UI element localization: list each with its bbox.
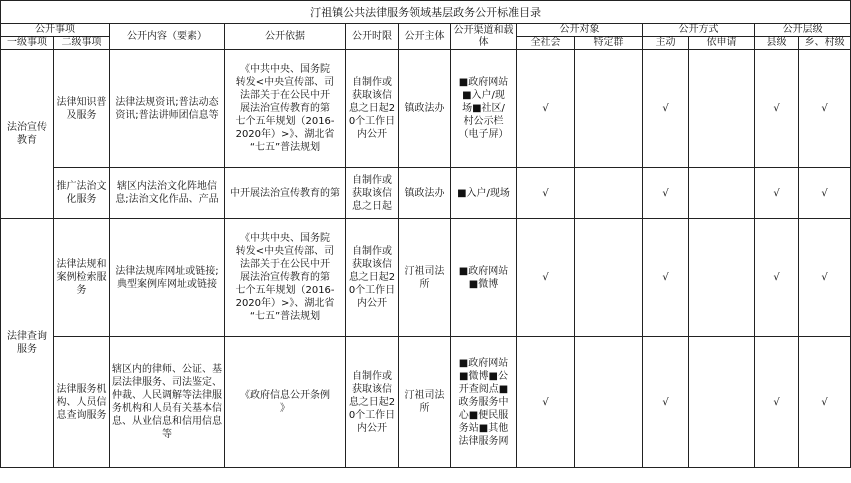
level2-item: 推广法治文化服务 — [54, 168, 110, 219]
table-row — [1, 337, 851, 468]
empty-on-request — [689, 168, 755, 219]
header-matters: 公开事项 — [1, 24, 110, 37]
check-county: √ — [755, 337, 799, 468]
header-tier: 公开层级 — [755, 24, 851, 37]
channel-cell: ■入户/现场 — [451, 168, 517, 219]
level1-item: 法律查询服务 — [1, 219, 54, 468]
table-title: 汀祖镇公共法律服务领域基层政务公开标准目录 — [1, 1, 851, 24]
check-all-society: √ — [517, 337, 575, 468]
header-mode: 公开方式 — [643, 24, 755, 37]
basis-cell: 中开展法治宣传教育的第 — [225, 168, 346, 219]
header-basis: 公开依据 — [225, 24, 346, 50]
content-cell: 辖区内法治文化阵地信息;法治文化作品、产品 — [110, 168, 225, 219]
check-township-village: √ — [799, 50, 851, 168]
subject-cell: 汀祖司法所 — [399, 337, 451, 468]
check-county: √ — [755, 219, 799, 337]
check-all-society: √ — [517, 168, 575, 219]
check-proactive: √ — [643, 219, 689, 337]
table-row — [1, 219, 851, 337]
empty-on-request — [689, 219, 755, 337]
check-township-village: √ — [799, 337, 851, 468]
table-row — [1, 50, 851, 168]
empty-specific-group — [575, 337, 643, 468]
header-subject: 公开主体 — [399, 24, 451, 50]
check-county: √ — [755, 50, 799, 168]
basis-cell: 《中共中央、国务院 转发<中央宣传部、司 法部关于在公民中开 展法治宣传教育的第 七个五年规划（2016- 2020年）>》、湖北省 “七五”普法规划 — [225, 219, 346, 337]
content-cell: 法律法规资讯;普法动态资讯;普法讲师团信息等 — [110, 50, 225, 168]
check-township-village: √ — [799, 219, 851, 337]
table-row — [1, 168, 851, 219]
check-proactive: √ — [643, 168, 689, 219]
header-time-limit: 公开时限 — [346, 24, 399, 50]
empty-specific-group — [575, 50, 643, 168]
check-county: √ — [755, 168, 799, 219]
empty-specific-group — [575, 168, 643, 219]
level2-item: 法律服务机构、人员信息查询服务 — [54, 337, 110, 468]
check-proactive: √ — [643, 337, 689, 468]
header-all-society: 全社会 — [517, 37, 575, 50]
empty-specific-group — [575, 219, 643, 337]
channel-cell: ■政府网站 ■微博■公 开查阅点■ 政务服务中 心■便民服 务站■其他 法律服务网 — [451, 337, 517, 468]
subject-cell: 镇政法办 — [399, 50, 451, 168]
empty-on-request — [689, 50, 755, 168]
channel-cell: ■政府网站 ■入户/现 场■社区/ 村公示栏 （电子屏） — [451, 50, 517, 168]
header-township-village: 乡、村级 — [799, 37, 851, 50]
check-all-society: √ — [517, 219, 575, 337]
header-content: 公开内容（要素） — [110, 24, 225, 50]
header-level2: 二级事项 — [54, 37, 110, 50]
content-cell: 辖区内的律师、公证、基层法律服务、司法鉴定、仲裁、人民调解等法律服务机构和人员有关基本信息、从业信息和信用信息等 — [110, 337, 225, 468]
empty-on-request — [689, 337, 755, 468]
header-specific-group: 特定群 — [575, 37, 643, 50]
header-proactive: 主动 — [643, 37, 689, 50]
header-object: 公开对象 — [517, 24, 643, 37]
time-limit-cell: 自制作或获取该信息之日起20个工作日内公开 — [346, 337, 399, 468]
content-cell: 法律法规库网址或链接;典型案例库网址或链接 — [110, 219, 225, 337]
level2-item: 法律法规和案例检索服务 — [54, 219, 110, 337]
subject-cell: 镇政法办 — [399, 168, 451, 219]
header-level1: 一级事项 — [1, 37, 54, 50]
channel-cell: ■政府网站 ■微博 — [451, 219, 517, 337]
level1-item: 法治宣传教育 — [1, 50, 54, 219]
basis-cell: 《政府信息公开条例 》 — [225, 337, 346, 468]
time-limit-cell: 自制作或获取该信息之日起20个工作日内公开 — [346, 219, 399, 337]
header-county: 县级 — [755, 37, 799, 50]
check-township-village: √ — [799, 168, 851, 219]
header-channel: 公开渠道和载体 — [451, 24, 517, 50]
level2-item: 法律知识普及服务 — [54, 50, 110, 168]
subject-cell: 汀祖司法所 — [399, 219, 451, 337]
basis-cell: 《中共中央、国务院 转发<中央宣传部、司 法部关于在公民中开 展法治宣传教育的第 七个五年规划（2016- 2020年）>》、湖北省 “七五”普法规划 — [225, 50, 346, 168]
time-limit-cell: 自制作或获取该信息之日起 — [346, 168, 399, 219]
check-all-society: √ — [517, 50, 575, 168]
check-proactive: √ — [643, 50, 689, 168]
time-limit-cell: 自制作或获取该信息之日起20个工作日内公开 — [346, 50, 399, 168]
header-on-request: 依申请 — [689, 37, 755, 50]
